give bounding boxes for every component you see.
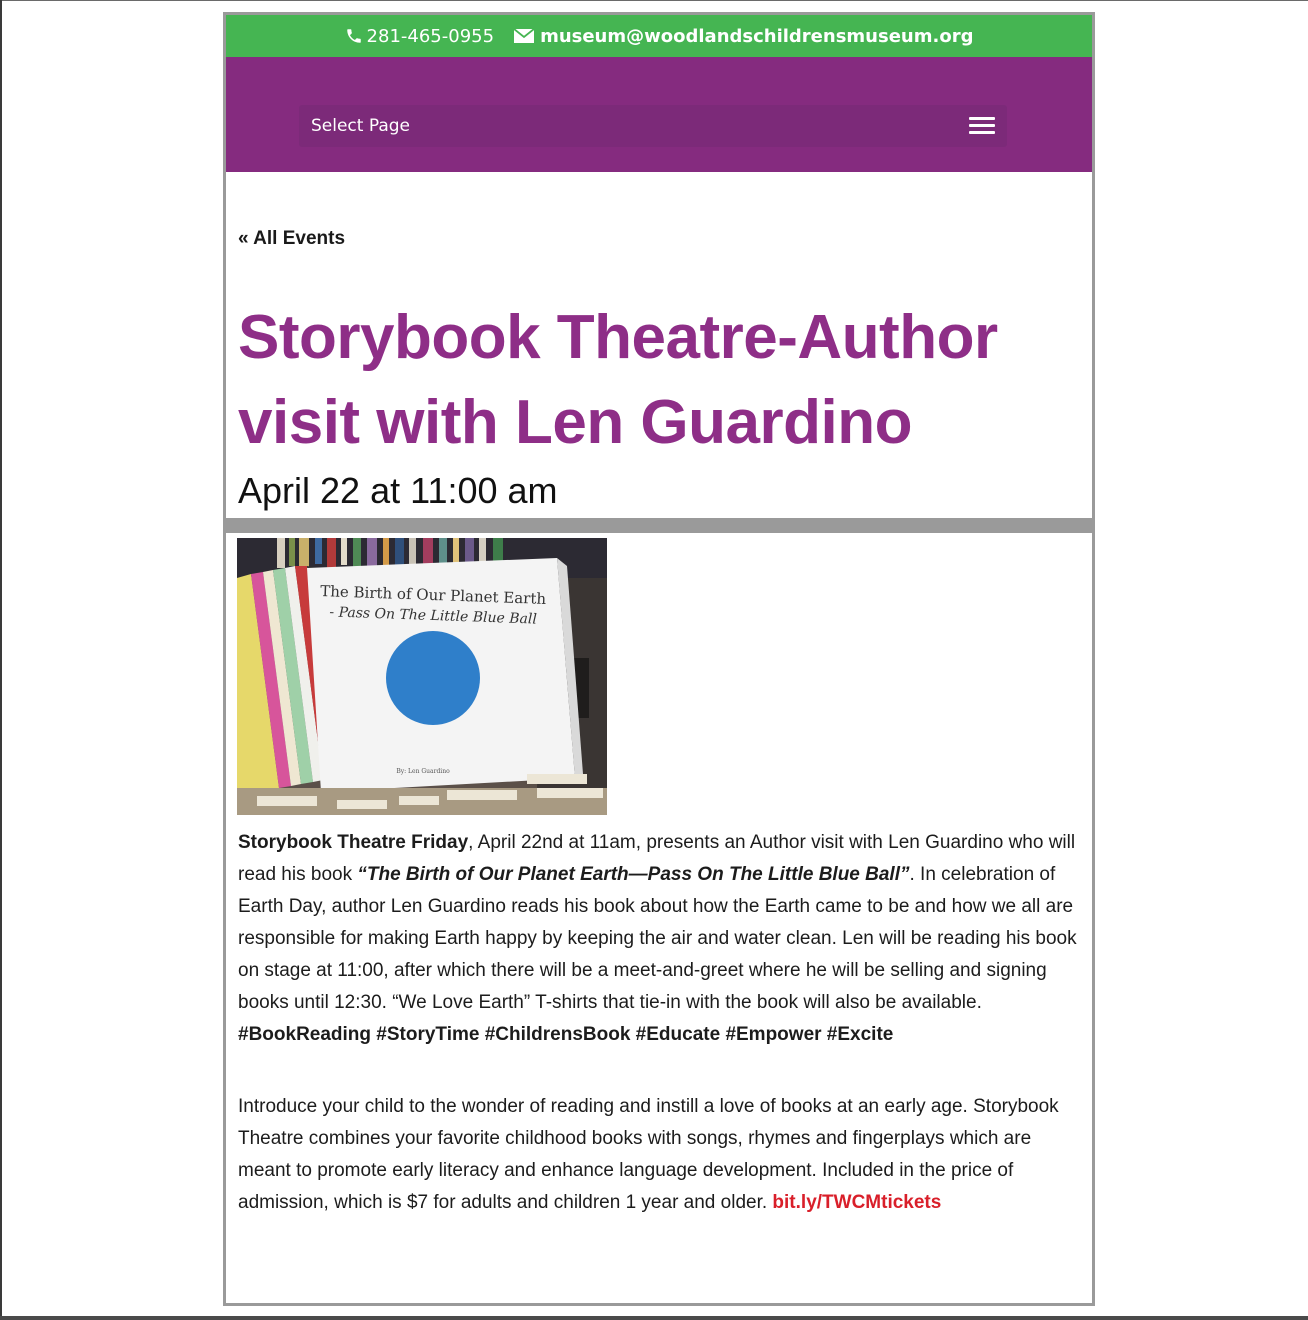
select-page-label: Select Page: [311, 116, 411, 136]
contact-bar-content: [226, 15, 1092, 57]
photo-book-title-line2: - Pass On The Little Blue Ball: [329, 604, 538, 628]
event-description: [238, 827, 1078, 1259]
description-paragraph-1: [238, 827, 1078, 1051]
all-events-link[interactable]: « All Events: [238, 228, 346, 249]
window-edge-top: [0, 0, 1308, 1]
book-photo: [237, 538, 607, 815]
phone-icon: [345, 27, 363, 45]
event-date: April 22 at 11:00 am: [238, 470, 558, 511]
blue-planet-circle: [386, 631, 480, 725]
window-edge-bottom: [0, 1316, 1308, 1320]
hamburger-menu-icon[interactable]: [969, 116, 995, 136]
book-title: “The Birth of Our Planet Earth—Pass On The Little Blue Ball”: [357, 864, 910, 885]
envelope-icon: [514, 28, 534, 44]
photo-book-title-line1: The Birth of Our Planet Earth: [319, 582, 547, 608]
event-header-card: [223, 12, 1095, 521]
select-page-dropdown[interactable]: [299, 105, 1007, 147]
photo-book-author: By: Len Guardino: [396, 768, 450, 775]
hashtags: #BookReading #StoryTime #ChildrensBook #Educate #Empower #Excite: [238, 1024, 894, 1045]
window-edge-left: [0, 0, 2, 1320]
storybook-theatre-friday: Storybook Theatre Friday: [238, 832, 469, 853]
tickets-link[interactable]: bit.ly/TWCMtickets: [772, 1192, 942, 1213]
description-text-a: , April 22nd at 11am, presents an Author visit with Len Guardino who will read his book: [238, 832, 1076, 885]
phone-link[interactable]: [345, 26, 495, 47]
event-details-card: [223, 530, 1095, 1306]
section-divider: [223, 518, 1095, 530]
description-text-b: . In celebration of Earth Day, author Len Guardino reads his book about how the Earth came to be and how we all are responsible for making Earth happy by keeping the air and water clean. Len will be reading his book on stage at 11:00, after which there will be a meet-and-greet where he will be selling and signing books until 12:30. “We Love Earth” T-shirts that tie-in with the book will also be available.: [238, 864, 1077, 1013]
description-text-c: Introduce your child to the wonder of reading and instill a love of books at an early age. Storybook Theatre combines your favorite childhood books with songs, rhymes and fingerplays which are meant to promote early literacy and enhance language development. Included in the price of admission, which is $7 for adults and children 1 year and older.: [238, 1096, 1059, 1213]
description-paragraph-2: [238, 1091, 1078, 1219]
book-photo-illustration: [237, 538, 607, 815]
phone-number: 281-465-0955: [366, 25, 495, 47]
email-link[interactable]: [514, 26, 973, 47]
email-address: museum@woodlandschildrensmuseum.org: [540, 25, 974, 47]
event-title: Storybook Theatre-Author visit with Len Guardino: [238, 303, 998, 457]
main-navigation: [226, 57, 1092, 172]
